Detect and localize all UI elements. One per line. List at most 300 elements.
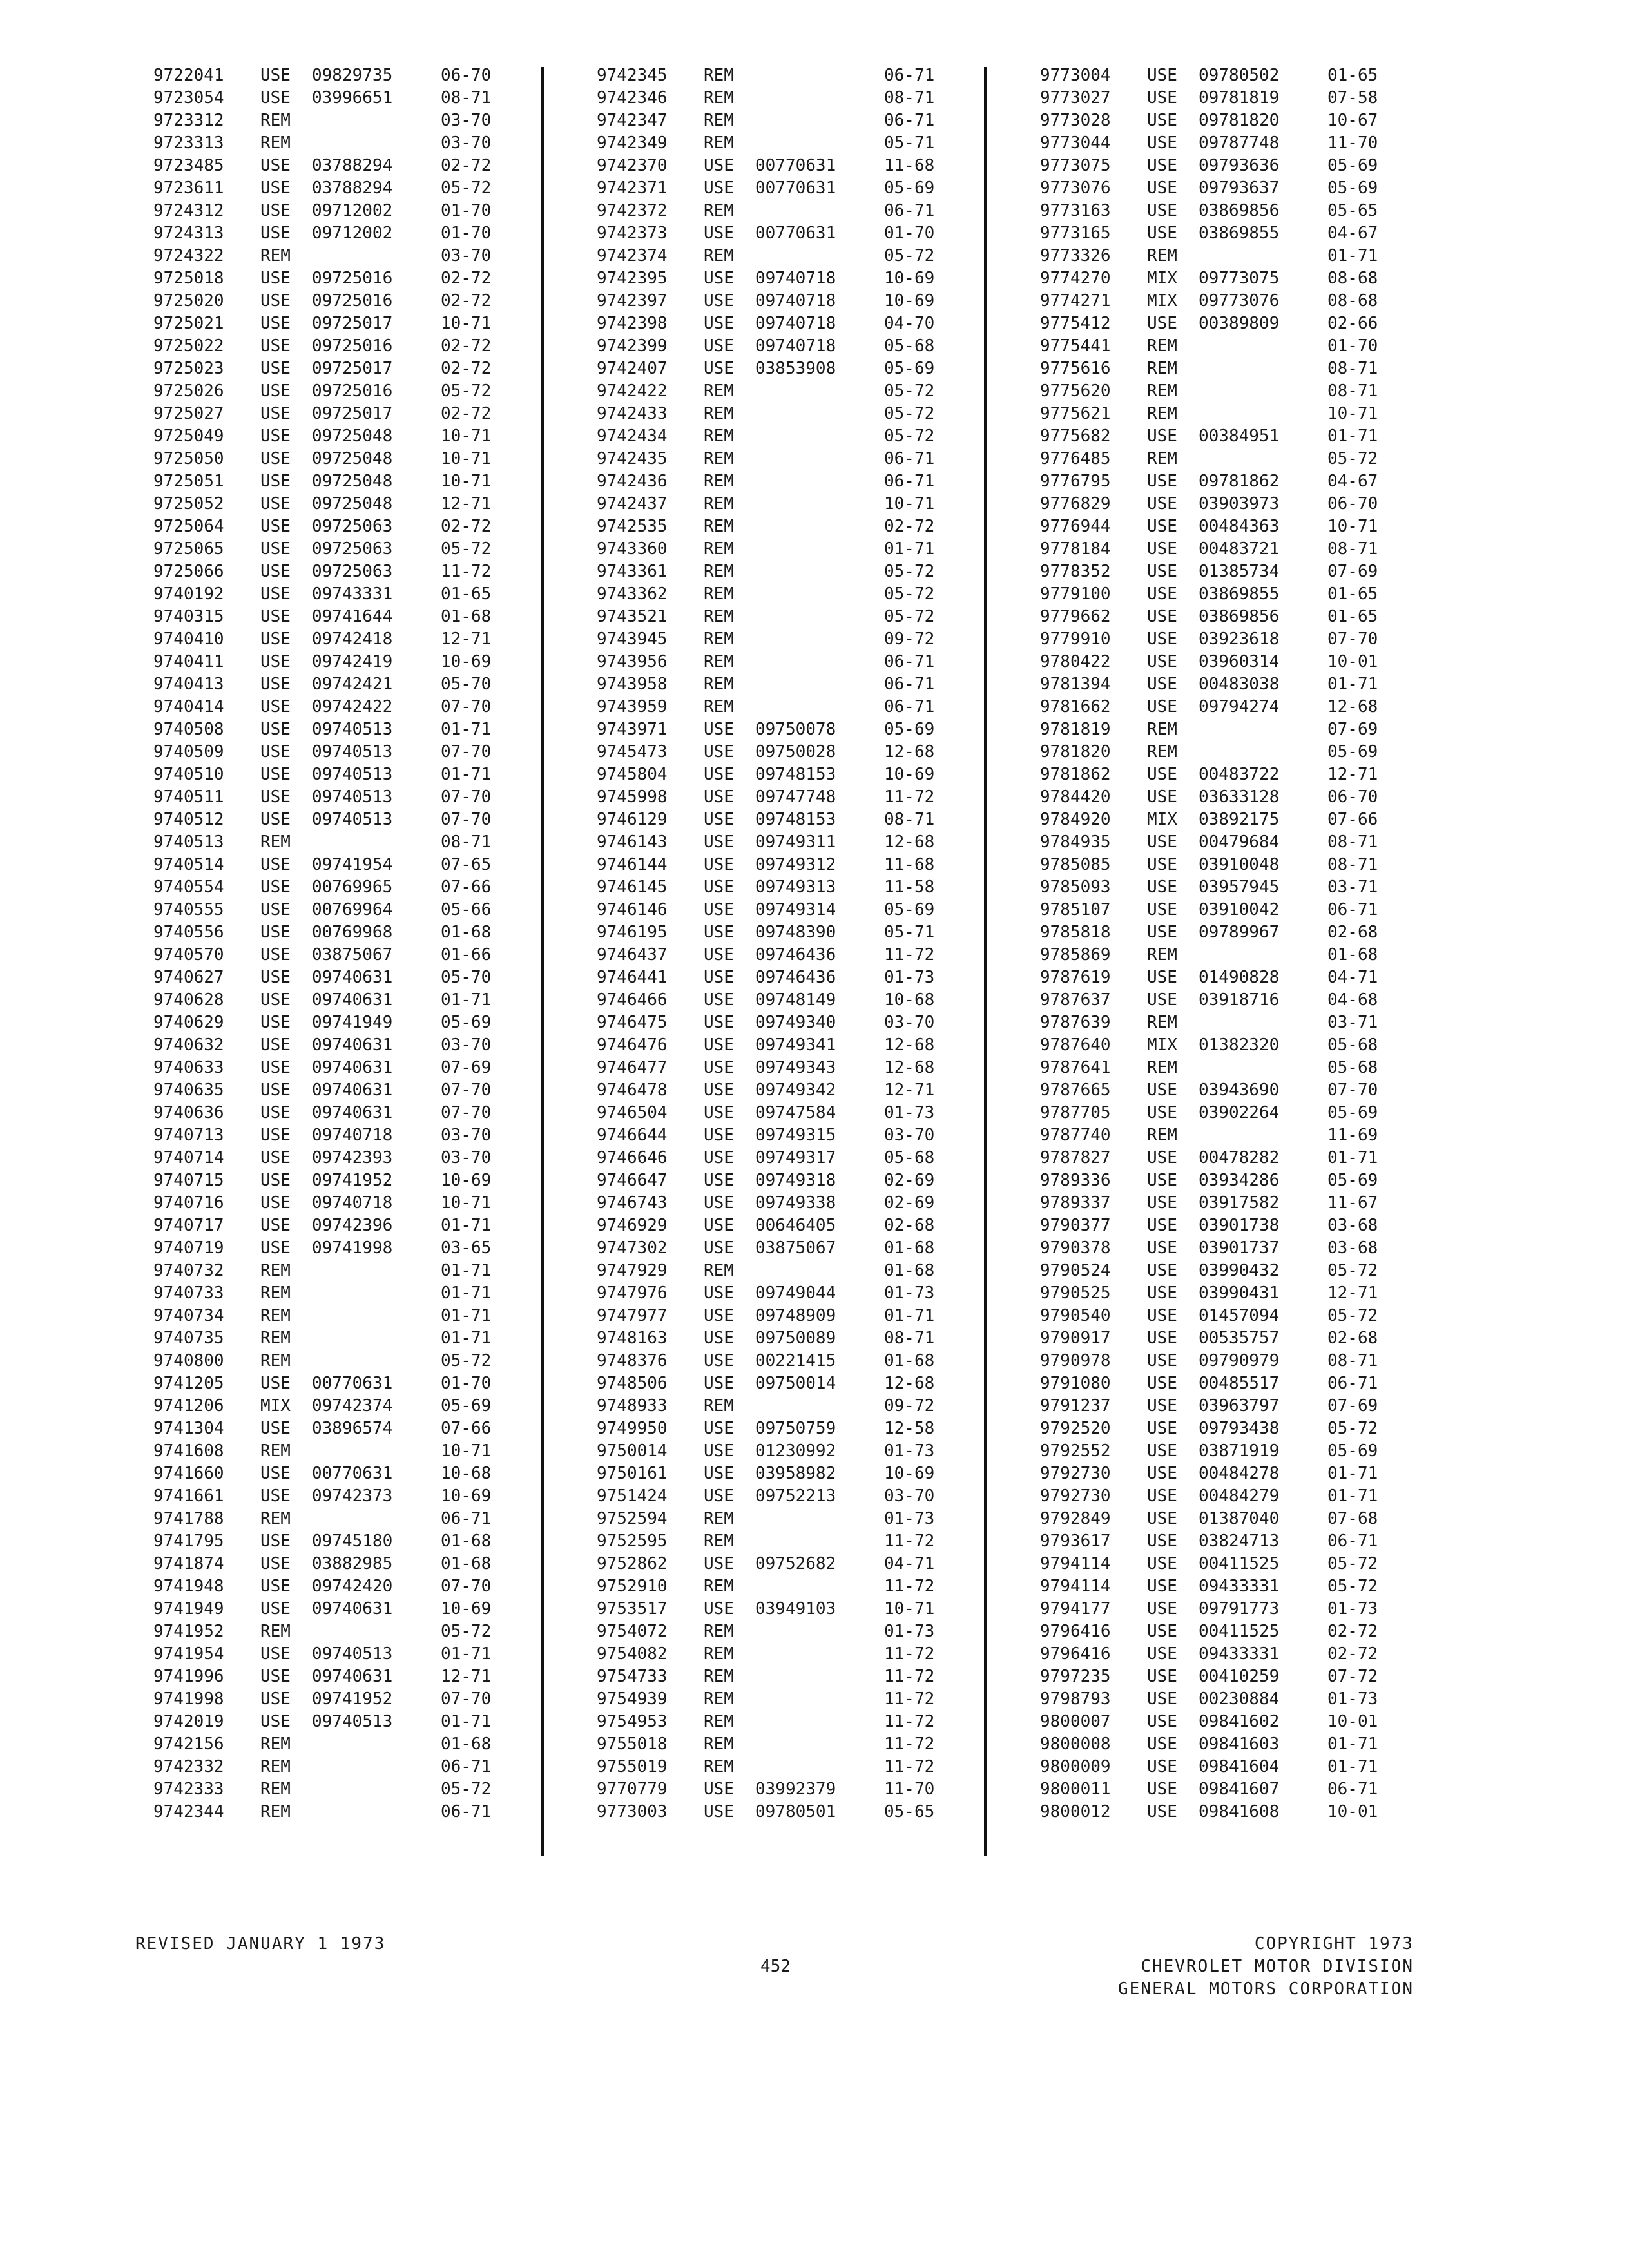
effective-date: 08-68 — [1327, 291, 1378, 311]
effective-date: 01-71 — [884, 1306, 935, 1325]
action-code: REM — [704, 675, 734, 694]
table-row — [1040, 1327, 1389, 1350]
action-code: USE — [260, 675, 291, 694]
part-number: 9773326 — [1040, 246, 1111, 265]
table-row — [1040, 1034, 1389, 1057]
part-number: 9780422 — [1040, 652, 1111, 671]
action-code: REM — [260, 1441, 291, 1461]
effective-date: 04-67 — [1327, 224, 1378, 243]
effective-date: 01-70 — [441, 1374, 492, 1393]
replacement-part-number: 03923618 — [1199, 629, 1280, 649]
part-number: 9773165 — [1040, 224, 1111, 243]
part-number: 9773003 — [597, 1802, 668, 1821]
table-row — [597, 561, 946, 583]
part-number: 9792730 — [1040, 1486, 1111, 1506]
table-row — [1040, 1440, 1389, 1463]
effective-date: 05-72 — [1327, 1577, 1378, 1596]
effective-date: 08-71 — [441, 88, 492, 108]
table-row — [1040, 651, 1389, 673]
part-number: 9773076 — [1040, 178, 1111, 198]
part-number: 9740734 — [153, 1306, 224, 1325]
replacement-part-number: 09791773 — [1199, 1599, 1280, 1619]
table-row — [1040, 132, 1389, 155]
table-row — [1040, 448, 1389, 470]
action-code: USE — [260, 1238, 291, 1258]
replacement-part-number: 01382320 — [1199, 1035, 1280, 1055]
table-row — [1040, 1282, 1389, 1305]
table-row — [597, 921, 946, 944]
replacement-part-number: 00483721 — [1199, 539, 1280, 559]
replacement-part-number: 00230884 — [1199, 1689, 1280, 1709]
part-number: 9743362 — [597, 584, 668, 604]
table-row — [597, 290, 946, 312]
table-row — [597, 718, 946, 741]
effective-date: 01-71 — [1327, 1464, 1378, 1483]
action-code: USE — [704, 1374, 734, 1393]
replacement-part-number: 09740718 — [312, 1126, 393, 1145]
parts-column-3 — [1040, 64, 1389, 1823]
action-code: USE — [1147, 1216, 1177, 1235]
replacement-part-number: 09725048 — [312, 472, 393, 491]
effective-date: 01-71 — [1327, 1148, 1378, 1168]
part-number: 9773163 — [1040, 201, 1111, 220]
replacement-part-number: 09725017 — [312, 404, 393, 423]
table-row — [153, 741, 503, 764]
effective-date: 11-70 — [1327, 133, 1378, 153]
part-number: 9796416 — [1040, 1644, 1111, 1664]
table-row — [153, 1553, 503, 1575]
replacement-part-number: 00769968 — [312, 923, 393, 942]
table-row — [597, 786, 946, 809]
effective-date: 11-69 — [1327, 1126, 1378, 1145]
replacement-part-number: 09789967 — [1199, 923, 1280, 942]
division-line: CHEVROLET MOTOR DIVISION — [1141, 1957, 1414, 1976]
table-row — [1040, 1215, 1389, 1237]
replacement-part-number: 09742418 — [312, 629, 393, 649]
part-number: 9740512 — [153, 810, 224, 829]
action-code: USE — [1147, 1351, 1177, 1370]
replacement-part-number: 00770631 — [755, 224, 836, 243]
part-number: 9775441 — [1040, 336, 1111, 356]
action-code: USE — [1147, 1329, 1177, 1348]
effective-date: 06-71 — [884, 449, 935, 468]
action-code: REM — [704, 88, 734, 108]
revision-date: REVISED JANUARY 1 1973 — [135, 1934, 386, 1954]
page-number: 452 — [760, 1957, 791, 1976]
action-code: USE — [260, 1374, 291, 1393]
effective-date: 06-71 — [441, 1509, 492, 1528]
part-number: 9741206 — [153, 1396, 224, 1416]
action-code: MIX — [1147, 810, 1177, 829]
parts-column-2 — [597, 64, 946, 1823]
part-number: 9725052 — [153, 494, 224, 514]
table-row — [153, 110, 503, 132]
action-code: USE — [704, 1329, 734, 1348]
effective-date: 03-70 — [441, 246, 492, 265]
table-row — [597, 1418, 946, 1440]
replacement-part-number: 09725048 — [312, 449, 393, 468]
table-row — [153, 1192, 503, 1215]
replacement-part-number: 03910042 — [1199, 900, 1280, 919]
effective-date: 06-71 — [1327, 1780, 1378, 1799]
table-row — [153, 1034, 503, 1057]
part-number: 9742333 — [153, 1780, 224, 1799]
table-row — [153, 1169, 503, 1192]
table-row — [153, 1733, 503, 1756]
effective-date: 04-67 — [1327, 472, 1378, 491]
action-code: USE — [1147, 111, 1177, 130]
part-number: 9725018 — [153, 269, 224, 288]
effective-date: 01-71 — [884, 539, 935, 559]
action-code: REM — [704, 1577, 734, 1596]
table-row — [153, 1372, 503, 1395]
table-row — [1040, 718, 1389, 741]
effective-date: 02-68 — [884, 1216, 935, 1235]
effective-date: 05-72 — [1327, 1419, 1378, 1438]
table-row — [597, 380, 946, 403]
action-code: MIX — [260, 1396, 291, 1416]
effective-date: 03-71 — [1327, 878, 1378, 897]
table-row — [1040, 1124, 1389, 1147]
action-code: REM — [1147, 336, 1177, 356]
action-code: USE — [1147, 607, 1177, 626]
action-code: REM — [260, 1509, 291, 1528]
action-code: USE — [1147, 178, 1177, 198]
part-number: 9784935 — [1040, 832, 1111, 852]
replacement-part-number: 09750089 — [755, 1329, 836, 1348]
action-code: USE — [1147, 832, 1177, 852]
table-row — [597, 1575, 946, 1598]
part-number: 9754082 — [597, 1644, 668, 1664]
part-number: 9723611 — [153, 178, 224, 198]
table-row — [1040, 1192, 1389, 1215]
table-row — [1040, 470, 1389, 493]
part-number: 9770779 — [597, 1780, 668, 1799]
action-code: USE — [260, 539, 291, 559]
effective-date: 07-70 — [441, 1081, 492, 1100]
part-number: 9748376 — [597, 1351, 668, 1370]
table-row — [153, 809, 503, 831]
action-code: REM — [704, 562, 734, 581]
action-code: USE — [260, 66, 291, 85]
action-code: USE — [260, 1554, 291, 1573]
replacement-part-number: 09725016 — [312, 336, 393, 356]
part-number: 9723054 — [153, 88, 224, 108]
part-number: 9748933 — [597, 1396, 668, 1416]
effective-date: 01-65 — [1327, 584, 1378, 604]
effective-date: 03-70 — [884, 1486, 935, 1506]
table-row — [597, 425, 946, 448]
table-row — [597, 606, 946, 628]
part-number: 9743956 — [597, 652, 668, 671]
table-row — [1040, 493, 1389, 515]
table-row — [153, 1282, 503, 1305]
effective-date: 01-68 — [441, 1554, 492, 1573]
replacement-part-number: 09741954 — [312, 855, 393, 874]
action-code: USE — [260, 178, 291, 198]
replacement-part-number: 03869856 — [1199, 607, 1280, 626]
part-number: 9725049 — [153, 427, 224, 446]
replacement-part-number: 00646405 — [755, 1216, 836, 1235]
copyright-block — [1118, 1933, 1414, 2001]
part-number: 9725022 — [153, 336, 224, 356]
part-number: 9754953 — [597, 1712, 668, 1731]
table-row — [1040, 1372, 1389, 1395]
action-code: USE — [260, 1577, 291, 1596]
effective-date: 06-71 — [441, 1802, 492, 1821]
part-number: 9745473 — [597, 742, 668, 762]
replacement-part-number: 03910048 — [1199, 855, 1280, 874]
part-number: 9742399 — [597, 336, 668, 356]
action-code: USE — [704, 269, 734, 288]
table-row — [153, 651, 503, 673]
table-row — [1040, 628, 1389, 651]
table-row — [1040, 1237, 1389, 1260]
action-code: USE — [1147, 1622, 1177, 1641]
part-number: 9754939 — [597, 1689, 668, 1709]
replacement-part-number: 09790979 — [1199, 1351, 1280, 1370]
table-row — [1040, 403, 1389, 425]
effective-date: 01-71 — [441, 990, 492, 1010]
part-number: 9790525 — [1040, 1283, 1111, 1303]
action-code: USE — [704, 224, 734, 243]
replacement-part-number: 09725048 — [312, 494, 393, 514]
table-row — [153, 1620, 503, 1643]
part-number: 9742345 — [597, 66, 668, 85]
copyright-line: COPYRIGHT 1973 — [1254, 1934, 1414, 1954]
part-number: 9746475 — [597, 1013, 668, 1032]
replacement-part-number: 03875067 — [755, 1238, 836, 1258]
table-row — [597, 1485, 946, 1508]
replacement-part-number: 03875067 — [312, 945, 393, 965]
replacement-part-number: 00770631 — [755, 156, 836, 175]
part-number: 9746929 — [597, 1216, 668, 1235]
effective-date: 12-71 — [441, 1667, 492, 1686]
part-number: 9743945 — [597, 629, 668, 649]
action-code: USE — [704, 855, 734, 874]
table-row — [153, 831, 503, 854]
effective-date: 05-68 — [884, 1148, 935, 1168]
part-number: 9725051 — [153, 472, 224, 491]
effective-date: 07-72 — [1327, 1667, 1378, 1686]
effective-date: 05-72 — [1327, 1261, 1378, 1280]
part-number: 9740413 — [153, 675, 224, 694]
table-row — [597, 1372, 946, 1395]
replacement-part-number: 09725017 — [312, 359, 393, 378]
action-code: REM — [704, 1667, 734, 1686]
effective-date: 05-72 — [441, 1622, 492, 1641]
table-row — [597, 1508, 946, 1530]
part-number: 9746478 — [597, 1081, 668, 1100]
effective-date: 09-72 — [884, 1396, 935, 1416]
table-row — [597, 1666, 946, 1688]
replacement-part-number: 00483038 — [1199, 675, 1280, 694]
replacement-part-number: 09725063 — [312, 539, 393, 559]
part-number: 9785107 — [1040, 900, 1111, 919]
part-number: 9740514 — [153, 855, 224, 874]
table-row — [1040, 764, 1389, 786]
part-number: 9792849 — [1040, 1509, 1111, 1528]
action-code: REM — [704, 1622, 734, 1641]
effective-date: 10-71 — [441, 1193, 492, 1213]
table-row — [153, 944, 503, 966]
effective-date: 10-01 — [1327, 1802, 1378, 1821]
part-number: 9723485 — [153, 156, 224, 175]
part-number: 9794114 — [1040, 1577, 1111, 1596]
action-code: USE — [1147, 968, 1177, 987]
effective-date: 10-69 — [441, 1599, 492, 1619]
part-number: 9791080 — [1040, 1374, 1111, 1393]
effective-date: 01-65 — [441, 584, 492, 604]
part-number: 9785093 — [1040, 878, 1111, 897]
action-code: USE — [1147, 1599, 1177, 1619]
effective-date: 05-72 — [884, 427, 935, 446]
replacement-part-number: 09725063 — [312, 517, 393, 536]
effective-date: 02-72 — [1327, 1644, 1378, 1664]
part-number: 9724322 — [153, 246, 224, 265]
replacement-part-number: 09742393 — [312, 1148, 393, 1168]
table-row — [1040, 1418, 1389, 1440]
action-code: USE — [1147, 878, 1177, 897]
effective-date: 07-70 — [441, 742, 492, 762]
part-number: 9800007 — [1040, 1712, 1111, 1731]
table-row — [597, 358, 946, 380]
effective-date: 01-68 — [884, 1351, 935, 1370]
action-code: USE — [260, 201, 291, 220]
part-number: 9753517 — [597, 1599, 668, 1619]
effective-date: 01-71 — [441, 1261, 492, 1280]
action-code: USE — [704, 945, 734, 965]
part-number: 9752862 — [597, 1554, 668, 1573]
table-row — [597, 1169, 946, 1192]
effective-date: 07-69 — [1327, 562, 1378, 581]
effective-date: 01-71 — [441, 1306, 492, 1325]
part-number: 9742434 — [597, 427, 668, 446]
action-code: USE — [1147, 1780, 1177, 1799]
effective-date: 01-71 — [1327, 675, 1378, 694]
action-code: USE — [1147, 787, 1177, 807]
effective-date: 10-71 — [884, 494, 935, 514]
effective-date: 05-66 — [441, 900, 492, 919]
table-row — [1040, 290, 1389, 312]
effective-date: 10-69 — [884, 269, 935, 288]
table-row — [153, 899, 503, 921]
table-row — [153, 64, 503, 87]
action-code: REM — [260, 1622, 291, 1641]
effective-date: 11-68 — [884, 855, 935, 874]
action-code: USE — [260, 1599, 291, 1619]
replacement-part-number: 09750028 — [755, 742, 836, 762]
part-number: 9746437 — [597, 945, 668, 965]
effective-date: 10-71 — [441, 449, 492, 468]
effective-date: 07-70 — [441, 787, 492, 807]
replacement-part-number: 09749340 — [755, 1013, 836, 1032]
replacement-part-number: 03957945 — [1199, 878, 1280, 897]
effective-date: 01-71 — [1327, 1735, 1378, 1754]
table-row — [153, 1688, 503, 1711]
part-number: 9740511 — [153, 787, 224, 807]
effective-date: 06-71 — [441, 1757, 492, 1776]
effective-date: 08-68 — [1327, 269, 1378, 288]
effective-date: 11-72 — [884, 1644, 935, 1664]
table-row — [153, 786, 503, 809]
table-row — [1040, 1530, 1389, 1553]
action-code: REM — [704, 381, 734, 401]
part-number: 9781819 — [1040, 720, 1111, 739]
part-number: 9740627 — [153, 968, 224, 987]
replacement-part-number: 09749341 — [755, 1035, 836, 1055]
part-number: 9740715 — [153, 1171, 224, 1190]
table-row — [1040, 583, 1389, 606]
action-code: USE — [260, 1126, 291, 1145]
effective-date: 05-72 — [1327, 449, 1378, 468]
action-code: USE — [1147, 1193, 1177, 1213]
part-number: 9742371 — [597, 178, 668, 198]
effective-date: 10-68 — [884, 990, 935, 1010]
action-code: REM — [1147, 742, 1177, 762]
part-number: 9779910 — [1040, 629, 1111, 649]
table-row — [1040, 425, 1389, 448]
effective-date: 01-73 — [884, 1283, 935, 1303]
table-row — [153, 1508, 503, 1530]
replacement-part-number: 03788294 — [312, 178, 393, 198]
part-number: 9746129 — [597, 810, 668, 829]
part-number: 9746644 — [597, 1126, 668, 1145]
effective-date: 10-67 — [1327, 111, 1378, 130]
action-code: USE — [260, 314, 291, 333]
action-code: REM — [260, 246, 291, 265]
action-code: USE — [260, 381, 291, 401]
table-row — [597, 448, 946, 470]
effective-date: 02-72 — [1327, 1622, 1378, 1641]
replacement-part-number: 03992379 — [755, 1780, 836, 1799]
replacement-part-number: 09749342 — [755, 1081, 836, 1100]
effective-date: 02-68 — [1327, 1329, 1378, 1348]
action-code: USE — [1147, 562, 1177, 581]
effective-date: 10-71 — [441, 427, 492, 446]
replacement-part-number: 09740631 — [312, 1103, 393, 1122]
replacement-part-number: 09740513 — [312, 742, 393, 762]
table-row — [1040, 741, 1389, 764]
action-code: REM — [260, 1780, 291, 1799]
part-number: 9740629 — [153, 1013, 224, 1032]
part-number: 9740508 — [153, 720, 224, 739]
effective-date: 02-72 — [441, 404, 492, 423]
action-code: USE — [1147, 584, 1177, 604]
replacement-part-number: 09748909 — [755, 1306, 836, 1325]
effective-date: 01-68 — [884, 1238, 935, 1258]
replacement-part-number: 03902264 — [1199, 1103, 1280, 1122]
table-row — [1040, 177, 1389, 200]
table-row — [1040, 1666, 1389, 1688]
table-row — [597, 1327, 946, 1350]
part-number: 9741949 — [153, 1599, 224, 1619]
table-row — [597, 1260, 946, 1282]
table-row — [597, 493, 946, 515]
part-number: 9800012 — [1040, 1802, 1111, 1821]
table-row — [153, 538, 503, 561]
action-code: USE — [260, 1148, 291, 1168]
action-code: USE — [1147, 900, 1177, 919]
effective-date: 08-71 — [1327, 359, 1378, 378]
effective-date: 10-71 — [441, 1441, 492, 1461]
effective-date: 01-73 — [884, 1509, 935, 1528]
part-number: 9742395 — [597, 269, 668, 288]
part-number: 9775621 — [1040, 404, 1111, 423]
table-row — [597, 1237, 946, 1260]
effective-date: 07-66 — [441, 878, 492, 897]
part-number: 9787665 — [1040, 1081, 1111, 1100]
